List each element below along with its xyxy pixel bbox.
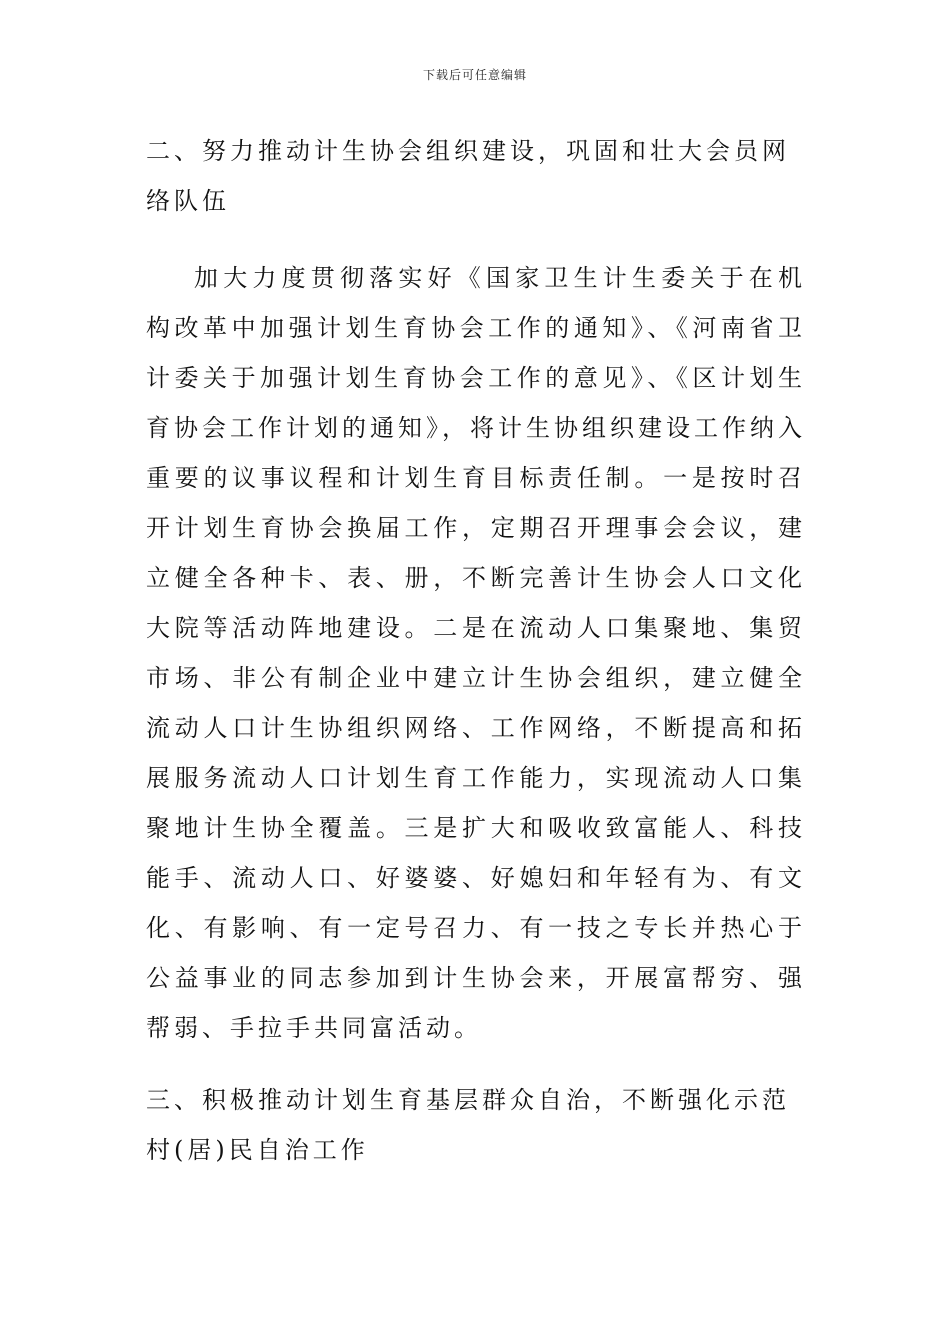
section-2-paragraph: 加大力度贯彻落实好《国家卫生计生委关于在机构改革中加强计划生育协会工作的通知》、《河南省卫计委关于加强计划生育协会工作的意见》、《区计划生育协会工作计划的通知》，将计生协组织建设工作纳入重要的议事议程和计划生育目标责任制。一是按时召开计划生育协会换届工作，定期召开理事会会议，建立健全各种卡、表、册，不断完善计生协会人口文化大院等活动阵地建设。二是在流动人口集聚地、集贸市场、非公有制企业中建立计生协会组织，建立健全流动人口计生协组织网络、工作网络，不断提高和拓展服务流动人口计划生育工作能力，实现流动人口集聚地计生协全覆盖。三是扩大和吸收致富能人、科技能手、流动人口、好婆婆、好媳妇和年轻有为、有文化、有影响、有一定号召力、有一技之专长并热心于公益事业的同志参加到计生协会来，开展富帮穷、强帮弱、手拉手共同富活动。 <box>146 264 806 1042</box>
section-3-heading: 三、积极推动计划生育基层群众自治，不断强化示范村(居)民自治工作 <box>146 1086 790 1164</box>
section-2-heading: 二、努力推动计生协会组织建设，巩固和壮大会员网络队伍 <box>146 137 790 215</box>
document-body <box>146 126 806 1175</box>
header-note: 下载后可任意编辑 <box>422 68 527 82</box>
